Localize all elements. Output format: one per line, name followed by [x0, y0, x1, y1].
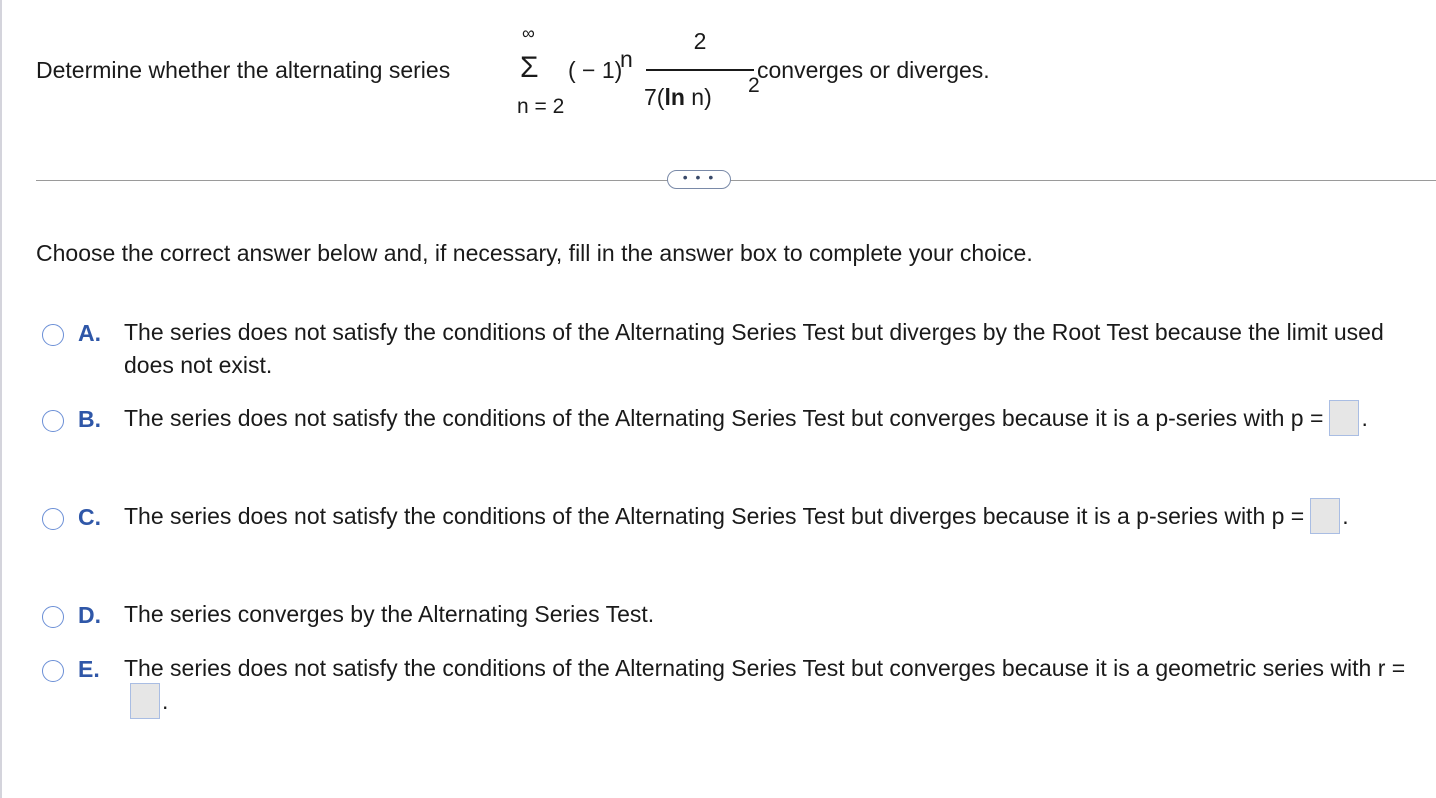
option-letter-b: B. [78, 406, 101, 432]
section-divider [36, 180, 1436, 181]
option-text-a [124, 316, 1424, 382]
radio-button-b[interactable] [42, 410, 64, 432]
lower-limit: n = 2 [517, 95, 565, 118]
option-b-period: . [1361, 405, 1368, 432]
instruction-text: Choose the correct answer below and, if necessary, fill in the answer box to complete your choice. [36, 240, 1033, 266]
sigma-symbol: Σ [520, 51, 539, 84]
upper-limit: ∞ [522, 23, 535, 43]
fraction-bar [646, 69, 754, 71]
option-e-period: . [162, 688, 169, 715]
option-c-period: . [1342, 503, 1349, 530]
radio-button-c[interactable] [42, 508, 64, 530]
option-e-label: The series does not satisfy the conditions of the Alternating Series Test but converges because it is a geometric series with r = [124, 655, 1406, 681]
answer-box-e[interactable] [130, 683, 160, 719]
radio-button-e[interactable] [42, 660, 64, 682]
radio-button-a[interactable] [42, 324, 64, 346]
option-text-d [124, 598, 1424, 631]
radio-button-d[interactable] [42, 606, 64, 628]
option-c-label: The series does not satisfy the conditions of the Alternating Series Test but diverges because it is a p-series with p = [124, 503, 1305, 530]
option-letter-a: A. [78, 320, 101, 346]
option-text-c [124, 500, 1424, 536]
answer-box-b[interactable] [1329, 400, 1359, 436]
fraction-denominator [644, 84, 712, 111]
answer-box-c[interactable] [1310, 498, 1340, 534]
question-suffix: converges or diverges. [757, 57, 990, 83]
denominator-exponent: 2 [748, 74, 760, 97]
question-prompt [36, 24, 1236, 124]
option-text-e [124, 652, 1424, 721]
denominator-coefficient: 7( [644, 84, 665, 110]
ln-function: ln [664, 84, 685, 110]
expand-more-button[interactable]: • • • [667, 170, 731, 189]
fraction-numerator: 2 [693, 28, 707, 54]
option-b-label: The series does not satisfy the conditions of the Alternating Series Test but converges because it is a p-series with p = [124, 405, 1324, 432]
sign-exponent: n [620, 46, 633, 72]
option-text-b [124, 402, 1424, 438]
denominator-rest: n) [684, 84, 712, 110]
option-letter-c: C. [78, 504, 101, 530]
option-letter-e: E. [78, 656, 100, 682]
question-prefix: Determine whether the alternating series [36, 57, 451, 83]
option-a-label: The series does not satisfy the conditions of the Alternating Series Test but diverges by the Root Test because the limit used does not exist. [124, 319, 1384, 378]
sign-term: ( − 1) [568, 57, 623, 83]
fraction [644, 24, 760, 124]
option-letter-d: D. [78, 602, 101, 628]
option-d-label: The series converges by the Alternating Series Test. [124, 601, 655, 627]
